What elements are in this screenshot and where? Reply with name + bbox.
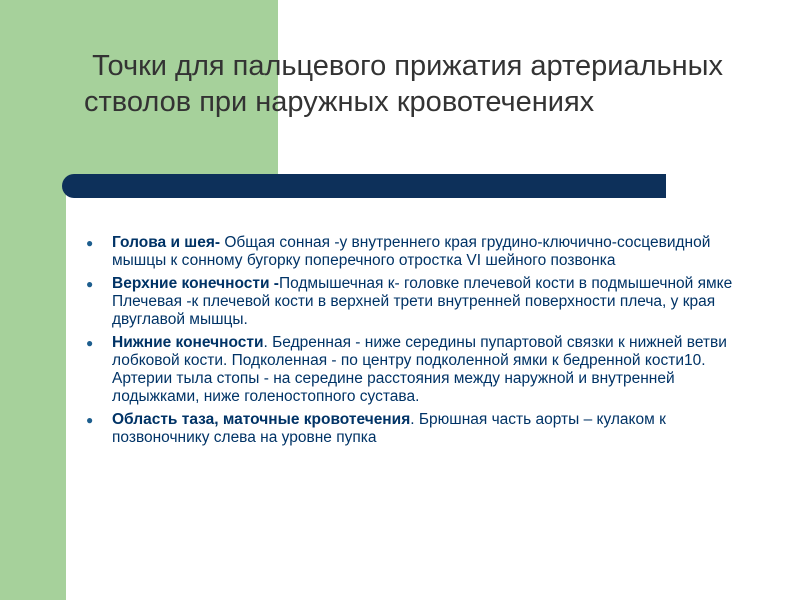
bullet-heading: Область таза, маточные кровотечения — [112, 411, 411, 428]
bullet-heading: Голова и шея- — [112, 234, 221, 251]
bullet-dot-icon: ● — [86, 413, 94, 427]
bullet-text: Подмышечная к- головке плечевой кости в подмышечной ямке Плечевая -к плечевой кости в верхней трети внутренней поверхности плеча, у края двуглавой мышцы. — [112, 275, 733, 328]
slide-title: Точки для пальцевого прижатия артериальных стволов при наружных кровотечениях — [84, 50, 732, 118]
bullet-list — [84, 234, 744, 452]
title-divider-bar — [62, 174, 666, 198]
bullet-item-pelvis — [84, 411, 744, 447]
bullet-item-lower-limbs — [84, 334, 744, 406]
bullet-dot-icon: ● — [86, 277, 94, 291]
bullet-text: . Брюшная часть аорты – кулаком к позвоночнику слева на уровне пупка — [112, 411, 666, 446]
bullet-dot-icon: ● — [86, 336, 94, 350]
bullet-heading: Верхние конечности - — [112, 275, 279, 292]
bullet-text: Общая сонная -у внутреннего края грудино-ключично-сосцевидной мышцы к сонному бугорку поперечного отростка VI шейного позвонка — [112, 234, 711, 269]
bullet-heading: Нижние конечности — [112, 334, 264, 351]
bullet-item-head-neck — [84, 234, 744, 270]
bullet-item-upper-limbs — [84, 275, 744, 329]
bullet-dot-icon: ● — [86, 236, 94, 250]
bullet-text: . Бедренная - ниже середины пупартовой связки к нижней ветви лобковой кости. Подколенная - по центру подколенной ямки к бедренной кости10. Артерии тыла стопы - на середине расстояния между наружной и внутренней лодыжками, ниже голеностопного сустава. — [112, 334, 727, 405]
